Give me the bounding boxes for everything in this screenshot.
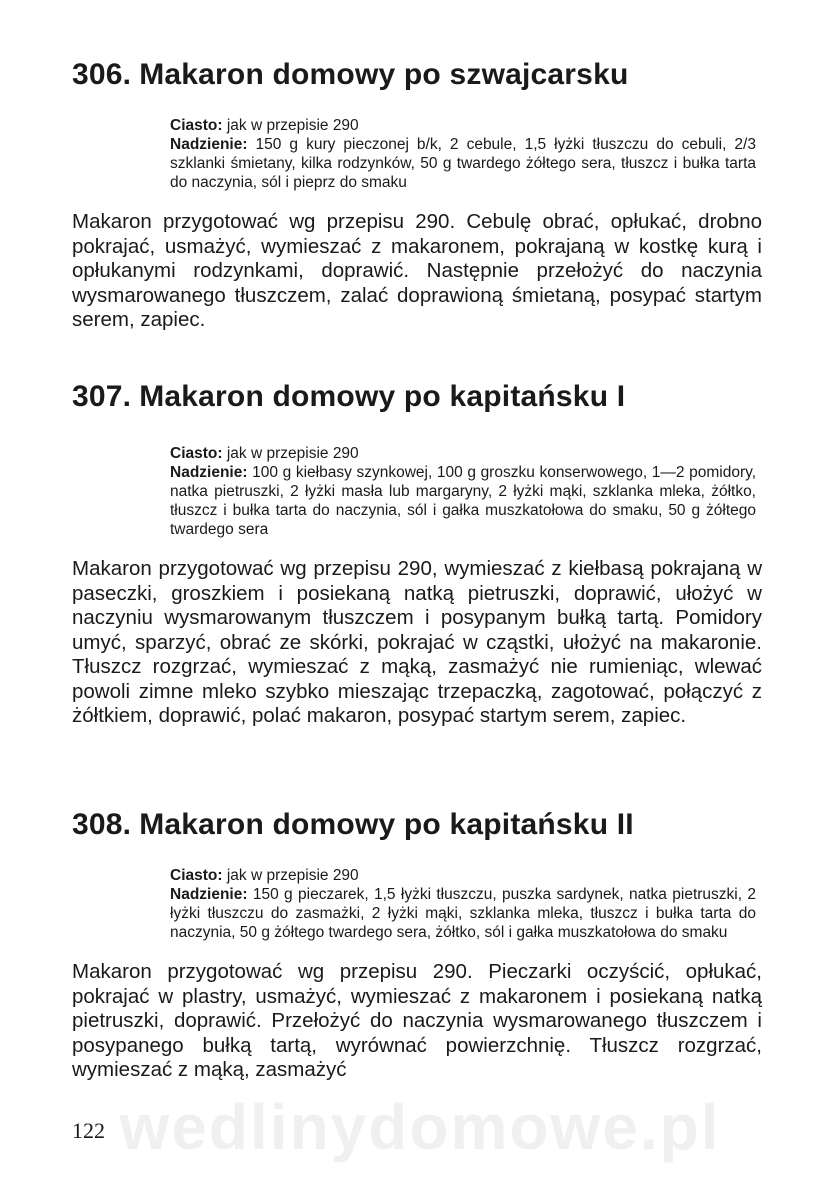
dough-text: jak w przepisie 290 xyxy=(226,867,359,884)
filling-text: 150 g kury pieczonej b/k, 2 cebule, 1,5 łyżki tłuszczu do cebuli, 2/3 szklanki śmietany, kilka rodzynków, 50 g twardego żółtego sera, tłuszcz i bułka tarta do naczynia, sól i pieprz do smaku xyxy=(170,136,756,191)
ingredients-block xyxy=(170,866,756,942)
filling-label: Nadzienie: xyxy=(170,136,248,153)
dough-line xyxy=(170,116,756,135)
recipe-307 xyxy=(72,380,762,749)
recipe-number: 307. xyxy=(72,380,132,413)
dough-line xyxy=(170,444,756,463)
recipe-308 xyxy=(72,808,762,1103)
filling-label: Nadzienie: xyxy=(170,464,248,481)
filling-label: Nadzienie: xyxy=(170,886,248,903)
recipe-number: 308. xyxy=(72,808,132,841)
recipe-title xyxy=(72,808,762,842)
ingredients-block xyxy=(170,116,756,192)
ingredients-block xyxy=(170,444,756,539)
dough-line xyxy=(170,866,756,885)
recipe-title xyxy=(72,58,762,92)
recipe-name: Makaron domowy po szwajcarsku xyxy=(139,58,629,91)
dough-label: Ciasto: xyxy=(170,867,223,884)
filling-text: 150 g pieczarek, 1,5 łyżki tłuszczu, puszka sardynek, natka pietruszki, 2 łyżki tłuszczu do zasmażki, 2 łyżki mąki, szklanka mleka, tłuszcz i bułka tarta do naczynia, 50 g żółtego twardego sera, żółtko, sól i gałka muszkatołowa do smaku xyxy=(170,886,756,941)
filling-line xyxy=(170,135,756,192)
filling-text: 100 g kiełbasy szynkowej, 100 g groszku konserwowego, 1—2 pomidory, natka pietruszki, 2 łyżki masła lub margaryny, 2 łyżki mąki, szklanka mleka, żółtko, tłuszcz i bułka tarta do naczynia, sól i gałka muszkatołowa do smaku, 50 g żółtego twardego sera xyxy=(170,464,757,538)
dough-text: jak w przepisie 290 xyxy=(226,445,359,462)
page-number: 122 xyxy=(72,1118,105,1143)
recipe-number: 306. xyxy=(72,58,132,91)
filling-line xyxy=(170,885,756,942)
recipe-name: Makaron domowy po kapitańsku II xyxy=(139,808,634,841)
recipe-name: Makaron domowy po kapitańsku I xyxy=(139,380,626,413)
filling-line xyxy=(170,463,756,539)
dough-label: Ciasto: xyxy=(170,117,223,134)
recipe-instructions: Makaron przygotować wg przepisu 290. Cebulę obrać, opłukać, drobno pokrajać, usmażyć, wymieszać z makaronem, pokrajaną w kostkę kurą i opłukanymi rodzynkami, doprawić. Następnie przełożyć do naczynia wysmarowanego tłuszczem, zalać doprawioną śmietaną, posypać startym serem, zapiec. xyxy=(72,210,762,331)
dough-label: Ciasto: xyxy=(170,445,223,462)
recipe-instructions: Makaron przygotować wg przepisu 290, wymieszać z kiełbasą pokrajaną w paseczki, groszkiem i posiekaną natką pietruszki, doprawić, ułożyć w naczyniu wysmarowanym tłuszczem i posypanym bułką tartą. Pomidory umyć, sparzyć, obrać ze skórki, pokrajać w cząstki, ułożyć na makaronie. Tłuszcz rozgrzać, wymieszać z mąką, zasmażyć nie rumieniąc, wlewać powoli zimne mleko szybko mieszając trzepaczką, zagotować, połączyć z żółtkiem, doprawić, polać makaron, posypać startym serem, zapiec. xyxy=(72,557,762,727)
recipe-306 xyxy=(72,58,762,353)
recipe-instructions: Makaron przygotować wg przepisu 290. Pieczarki oczyścić, opłukać, pokrajać w plastry, usmażyć, wymieszać z makaronem i posiekaną natką pietruszki, doprawić. Przełożyć do naczynia wysmarowanego tłuszczem i posypanego bułką tartą, wyrównać powierzchnię. Tłuszcz rozgrzać, wymieszać z mąką, zasmażyć xyxy=(72,960,762,1081)
dough-text: jak w przepisie 290 xyxy=(226,117,359,134)
watermark: wedlinydomowe.pl xyxy=(119,1091,721,1163)
recipe-title xyxy=(72,380,762,414)
